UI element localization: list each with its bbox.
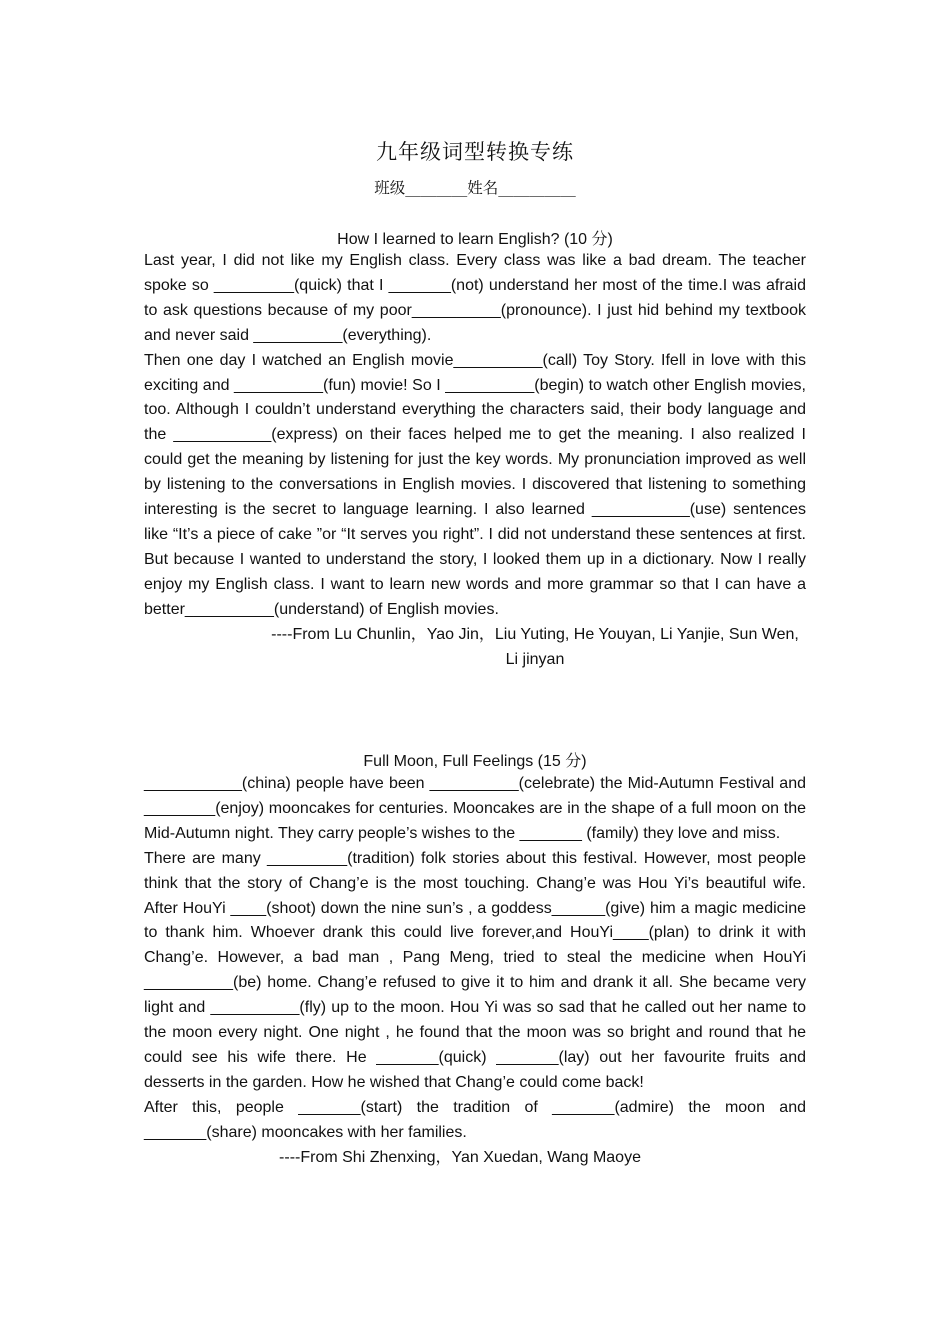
section2-paragraph: After this, people _______(start) the tradition of _______(admire) the moon and _______(share) mooncakes with her families. — [144, 1098, 806, 1141]
section2-heading: Full Moon, Full Feelings (15 分) — [363, 753, 587, 770]
section2-body — [144, 772, 806, 1171]
section1-heading: How I learned to learn English? (10 分) — [337, 231, 613, 248]
section2-credit: ----From Shi Zhenxing，Yan Xuedan, Wang Maoye — [279, 1148, 641, 1166]
section2-paragraph: There are many _________(tradition) folk stories about this festival. However, most people think that the story of Chang’e is the most touching. Chang’e was Hou Yi’s beautiful wife. After HouYi ____(shoot) down the nine sun’s , a goddess______(give) him a magic medicine to thank him. Whoever drank this could live forever,and HouYi____(plan) to drink it with Chang’e. However, a bad man , Pang Meng, tried to steal the medicine when HouYi __________(be) home. Chang’e refused to give it to him and drank it all. She became very light and __________(fly) up to the moon. Hou Yi was so sad that he called out her name to the moon every night. One night , he found that the moon was so bright and round that he could see his wife there. He _______(quick) _______(lay) out her favourite fruits and desserts in the garden. How he wished that Chang’e could come back! — [144, 849, 806, 1091]
section1-body — [144, 249, 806, 672]
page-title: 九年级词型转换专练 — [376, 140, 574, 164]
section1-credit: ----From Lu Chunlin，Yao Jin，Liu Yuting, He Youyan, Li Yanjie, Sun Wen, Li jinyan — [271, 625, 799, 668]
section1-paragraph: Last year, I did not like my English class. Every class was like a bad dream. The teacher spoke so _________(quick) that I _______(not) understand her most of the time.I was afraid to ask questions because of my poor__________(pronounce). I just hid behind my textbook and never said __________(everything). — [144, 252, 806, 344]
section2-paragraph: ___________(china) people have been __________(celebrate) the Mid-Autumn Festival and ________(enjoy) mooncakes for centuries. Mooncakes are in the shape of a full moon on the Mid-Autumn night. They carry people’s wishes to the _______ (family) they love and miss. — [144, 775, 806, 842]
section1-paragraph: Then one day I watched an English movie__________(call) Toy Story. Ifell in love with this exciting and __________(fun) movie! So I __________(begin) to watch other English movies, too. Although I couldn’t understand everything the characters said, their body language and the ___________(express) on their faces helped me to get the meaning. I also realized I could get the meaning by listening for just the key words. My pronunciation improved as well by listening to the conversations in English movies. I discovered that listening to something interesting is the secret to language learning. I also learned ___________(use) sentences like “It’s a piece of cake ”or “It serves you right”. I did not understand these sentences at first. But because I wanted to understand the story, I looked them up in a dictionary. Now I really enjoy my English class. I want to learn new words and more grammar so that I can have a better__________(understand) of English movies. — [144, 351, 806, 618]
student-info-line: 班级________姓名__________ — [374, 179, 576, 197]
